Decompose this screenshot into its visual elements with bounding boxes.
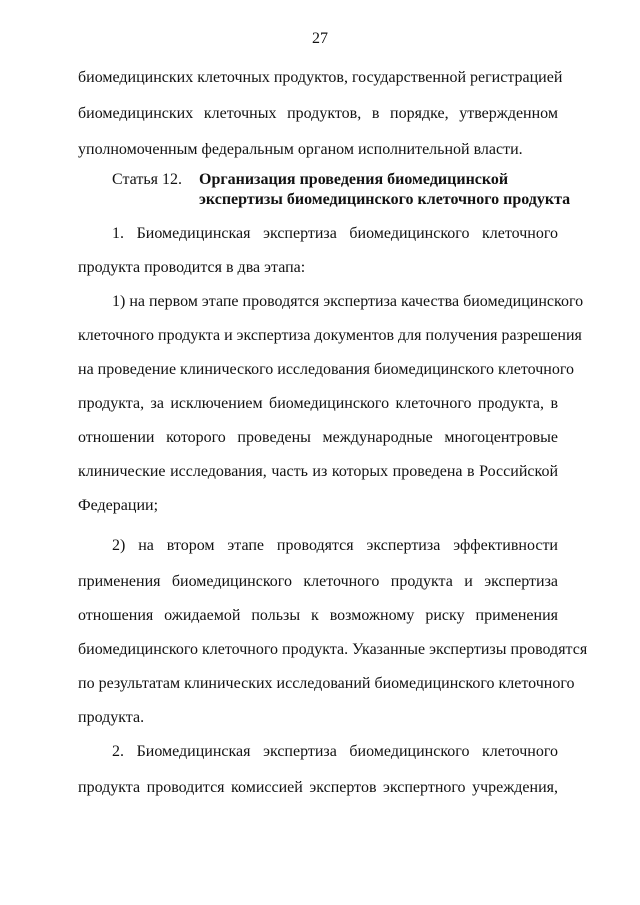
text-line: биомедицинского клеточного продукта. Указанные экспертизы проводятся: [78, 641, 588, 658]
text-line: клеточного продукта и экспертиза документов для получения разрешения: [78, 327, 582, 344]
text-line: отношения ожидаемой пользы к возможному риску применения: [78, 607, 558, 624]
article-title-line: экспертизы биомедицинского клеточного продукта: [199, 191, 571, 208]
text-line: биомедицинских клеточных продуктов, государственной регистрацией: [78, 69, 563, 86]
text-line: 1) на первом этапе проводятся экспертиза качества биомедицинского: [112, 293, 584, 310]
text-line: 2) на втором этапе проводятся экспертиза эффективности: [112, 537, 558, 554]
text-line: 1. Биомедицинская экспертиза биомедицинского клеточного: [112, 225, 558, 242]
text-line: продукта проводится в два этапа:: [78, 259, 306, 276]
text-line: на проведение клинического исследования биомедицинского клеточного: [78, 361, 575, 378]
article-title: [199, 170, 570, 210]
page-number: 27: [312, 30, 328, 47]
text-line: Федерации;: [78, 497, 159, 514]
text-line: продукта проводится комиссией экспертов экспертного учреждения,: [78, 779, 558, 796]
text-line: клинические исследования, часть из которых проведена в Российской: [78, 463, 558, 480]
text-line: применения биомедицинского клеточного продукта и экспертиза: [78, 573, 558, 590]
text-line: биомедицинских клеточных продуктов, в порядке, утвержденном: [78, 105, 558, 122]
article-label: Статья 12.: [112, 171, 182, 188]
text-line: отношении которого проведены международные многоцентровые: [78, 429, 558, 446]
text-line: 2. Биомедицинская экспертиза биомедицинского клеточного: [112, 743, 558, 760]
text-line: по результатам клинических исследований биомедицинского клеточного: [78, 675, 575, 692]
text-line: продукта, за исключением биомедицинского клеточного продукта, в: [78, 395, 558, 412]
text-line: уполномоченным федеральным органом исполнительной власти.: [78, 141, 523, 158]
article-title-line: Организация проведения биомедицинской: [199, 171, 509, 188]
text-line: продукта.: [78, 709, 145, 726]
